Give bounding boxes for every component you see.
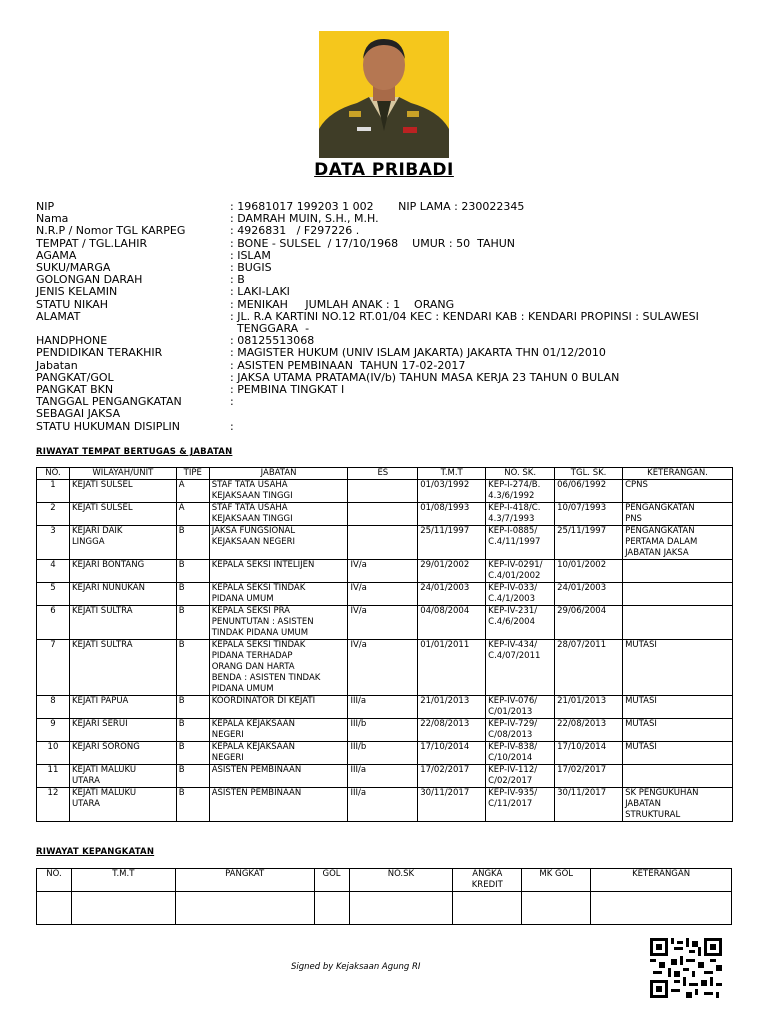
info-label: HANDPHONE [36,334,108,348]
table-cell: KEJATI MALUKU UTARA [69,788,176,822]
table-cell: KEPALA SEKSI PRA PENUNTUTAN : ASISTEN TINDAK PIDANA UMUM [209,606,348,640]
info-label: PANGKAT BKN [36,383,114,397]
column-header: KETERANGAN. [623,468,733,480]
table-row [37,560,733,583]
table-cell: KEJARI NUNUKAN [69,583,176,606]
info-label: Jabatan [36,358,78,372]
table-cell: KEPALA SEKSI TINDAK PIDANA UMUM [209,583,348,606]
table-row [37,696,733,719]
table-row [37,583,733,606]
table-cell: III/b [348,719,418,742]
table-cell: MUTASI [623,640,733,696]
table-header-row [37,869,732,892]
info-label: TEMPAT / TGL.LAHIR [36,236,148,250]
table-cell: KEP-IV-838/ C/10/2014 [486,742,555,765]
table-cell [623,606,733,640]
info-value: : BONE - SULSEL / 17/10/1968 UMUR : 50 TAHUN [230,236,516,250]
table-cell: III/a [348,788,418,822]
info-label: PENDIDIKAN TERAKHIR [36,346,163,360]
table-row [37,765,733,788]
table-cell: 01/08/1993 [418,503,486,526]
page-title: DATA PRIBADI [314,160,454,180]
signature-note: Signed by Kejaksaan Agung RI [291,962,421,972]
info-row [36,311,736,335]
table-cell: 2 [37,503,70,526]
table-cell: IV/a [348,583,418,606]
table-row-empty [37,892,732,925]
table-cell: B [176,696,209,719]
table-cell: 10 [37,742,70,765]
column-header: NO. [37,869,72,892]
table-cell: SK PENGUKUHAN JABATAN STRUKTURAL [623,788,733,822]
info-value: : LAKI-LAKI [230,285,290,299]
table-cell: KEJATI SULSEL [69,480,176,503]
column-header: MK GOL [522,869,591,892]
table-cell: ASISTEN PEMBINAAN [209,765,348,788]
info-label: ALAMAT [36,309,81,323]
table-cell: B [176,742,209,765]
table-cell: 17/02/2017 [418,765,486,788]
table-row [37,526,733,560]
info-value: : 19681017 199203 1 002 NIP LAMA : 230022345 [230,200,525,213]
info-label: TANGGAL PENGANGKATAN SEBAGAI JAKSA [36,395,182,421]
info-value: : ISLAM [230,248,271,262]
table-cell [623,765,733,788]
table-row [37,480,733,503]
info-row [36,238,736,250]
table-cell: KEP-IV-033/ C.4/1/2003 [486,583,555,606]
column-header: NO.SK [349,869,453,892]
table-cell: KEPALA SEKSI TINDAK PIDANA TERHADAP ORANG DAN HARTA BENDA : ASISTEN TINDAK PIDANA UMUM [209,640,348,696]
table-cell: KEPALA KEJAKSAAN NEGERI [209,742,348,765]
table-cell: A [176,480,209,503]
table-cell: KEP-IV-231/ C.4/6/2004 [486,606,555,640]
table-cell: B [176,719,209,742]
table-cell: 17/10/2014 [418,742,486,765]
table-cell: STAF TATA USAHA KEJAKSAAN TINGGI [209,503,348,526]
table-cell: KEPALA SEKSI INTELIJEN [209,560,348,583]
table-cell: 9 [37,719,70,742]
table-cell: B [176,583,209,606]
rank-history-table [36,868,732,925]
table-cell: KEJATI SULTRA [69,640,176,696]
table-cell: MUTASI [623,742,733,765]
info-row [36,421,736,433]
info-label: AGAMA [36,248,77,262]
column-header: JABATAN [209,468,348,480]
column-header: GOL [314,869,349,892]
table-row [37,742,733,765]
column-header: NO. SK. [486,468,555,480]
column-header: ES [348,468,418,480]
table-cell: JAKSA FUNGSIONAL KEJAKSAAN NEGERI [209,526,348,560]
table-cell: KEPALA KEJAKSAAN NEGERI [209,719,348,742]
table-cell [348,480,418,503]
table-cell: KEJATI SULSEL [69,503,176,526]
table-cell: III/b [348,742,418,765]
column-header: TGL. SK. [555,468,623,480]
table-header-row [37,468,733,480]
table-cell: 11 [37,765,70,788]
table-cell: III/a [348,696,418,719]
table-cell: 8 [37,696,70,719]
column-header: WILAYAH/UNIT [69,468,176,480]
info-label: PANGKAT/GOL [36,370,114,384]
info-label: NIP [36,200,55,213]
table-cell: KEP-I-0885/ C.4/11/1997 [486,526,555,560]
column-header: TIPE [176,468,209,480]
table-cell: B [176,606,209,640]
table-cell: KEJATI PAPUA [69,696,176,719]
info-row [36,250,736,262]
table-cell: 5 [37,583,70,606]
table-cell: 10/07/1993 [555,503,623,526]
table-cell: 17/02/2017 [555,765,623,788]
table-cell: 25/11/1997 [555,526,623,560]
table-cell: KEJARI SERUI [69,719,176,742]
table-cell: 7 [37,640,70,696]
table-cell: 10/01/2002 [555,560,623,583]
table-row [37,606,733,640]
table-cell: ASISTEN PEMBINAAN [209,788,348,822]
table-cell: 4 [37,560,70,583]
table-cell: IV/a [348,606,418,640]
table-cell: B [176,526,209,560]
table-cell: KEP-IV-729/ C/08/2013 [486,719,555,742]
table-cell [623,583,733,606]
table-cell [348,503,418,526]
table-cell: 24/01/2003 [418,583,486,606]
table-cell: IV/a [348,560,418,583]
qr-code-icon [650,938,722,998]
table-cell: 6 [37,606,70,640]
column-header: ANGKA KREDIT [453,869,522,892]
table-cell: KEJATI SULTRA [69,606,176,640]
table-cell [348,526,418,560]
info-value: : JL. R.A KARTINI NO.12 RT.01/04 KEC : KENDARI KAB : KENDARI PROPINSI : SULAWESI TENGGARA - [230,309,699,336]
table-row [37,719,733,742]
info-label: N.R.P / Nomor TGL KARPEG [36,224,186,238]
table-cell: PENGANGKATAN PERTAMA DALAM JABATAN JAKSA [623,526,733,560]
table-cell [623,560,733,583]
info-row [36,286,736,298]
column-header: T.M.T [418,468,486,480]
info-value: : MENIKAH JUMLAH ANAK : 1 ORANG [230,297,455,311]
info-value: : [230,395,234,409]
info-value: : 4926831 / F297226 . [230,224,360,238]
table-row [37,503,733,526]
info-label: STATU HUKUMAN DISIPLIN [36,419,180,433]
table-cell: 29/01/2002 [418,560,486,583]
table-cell: STAF TATA USAHA KEJAKSAAN TINGGI [209,480,348,503]
table-cell: B [176,765,209,788]
person-portrait-icon [319,31,449,158]
info-value: : [230,419,234,433]
table-cell: 06/06/1992 [555,480,623,503]
table-cell: 22/08/2013 [418,719,486,742]
table-cell: KEP-IV-112/ C/02/2017 [486,765,555,788]
column-header: PANGKAT [175,869,314,892]
table-cell: KEP-IV-0291/ C.4/01/2002 [486,560,555,583]
column-header: T.M.T [71,869,175,892]
info-value: : B [230,273,245,287]
table-cell: MUTASI [623,696,733,719]
table-row [37,788,733,822]
table-cell: 01/03/1992 [418,480,486,503]
table-cell: 22/08/2013 [555,719,623,742]
table-cell: 01/01/2011 [418,640,486,696]
table-cell: 24/01/2003 [555,583,623,606]
table-cell: MUTASI [623,719,733,742]
info-row [36,360,736,372]
table-cell: KEJARI DAIK LINGGA [69,526,176,560]
personal-info [36,201,736,433]
info-label: Nama [36,212,69,226]
info-value: : JAKSA UTAMA PRATAMA(IV/b) TAHUN MASA KERJA 23 TAHUN 0 BULAN [230,370,620,384]
table-cell: 17/10/2014 [555,742,623,765]
table-cell: 21/01/2013 [555,696,623,719]
table-cell: 12 [37,788,70,822]
info-label: SUKU/MARGA [36,261,111,275]
table-row [37,640,733,696]
table-cell: 25/11/1997 [418,526,486,560]
info-row [36,299,736,311]
info-row [36,274,736,286]
profile-photo [319,31,449,158]
info-value: : DAMRAH MUIN, S.H., M.H. [230,212,379,226]
info-value: : ASISTEN PEMBINAAN TAHUN 17-02-2017 [230,358,466,372]
table-cell: B [176,788,209,822]
table-cell: 3 [37,526,70,560]
info-label: GOLONGAN DARAH [36,273,143,287]
info-value: : 08125513068 [230,334,315,348]
table-cell: 1 [37,480,70,503]
table-cell: KEP-I-274/B. 4.3/6/1992 [486,480,555,503]
table-cell: 28/07/2011 [555,640,623,696]
info-value: : MAGISTER HUKUM (UNIV ISLAM JAKARTA) JAKARTA THN 01/12/2010 [230,346,606,360]
table-cell: KEJARI BONTANG [69,560,176,583]
table-cell: KEP-IV-935/ C/11/2017 [486,788,555,822]
table-cell: A [176,503,209,526]
info-label: JENIS KELAMIN [36,285,118,299]
work-history-table [36,467,733,822]
table-cell: KEJATI MALUKU UTARA [69,765,176,788]
table-cell: 29/06/2004 [555,606,623,640]
table-cell: B [176,560,209,583]
info-label: STATU NIKAH [36,297,109,311]
column-header: KETERANGAN [591,869,732,892]
table-cell: 30/11/2017 [555,788,623,822]
table-cell: KEP-I-418/C. 4.3/7/1993 [486,503,555,526]
section-title-rank-history: RIWAYAT KEPANGKATAN [36,847,155,857]
table-cell: KOORDINATOR DI KEJATI [209,696,348,719]
info-row [36,347,736,359]
table-cell: B [176,640,209,696]
table-cell: CPNS [623,480,733,503]
info-row [36,201,736,213]
table-cell: KEP-IV-434/ C.4/07/2011 [486,640,555,696]
table-cell: KEP-IV-076/ C/01/2013 [486,696,555,719]
info-row [36,225,736,237]
table-cell: KEJARI SORONG [69,742,176,765]
info-row [36,372,736,384]
info-value: : PEMBINA TINGKAT I [230,383,345,397]
info-value: : BUGIS [230,261,272,275]
table-cell: 21/01/2013 [418,696,486,719]
table-cell: III/a [348,765,418,788]
section-title-work-history: RIWAYAT TEMPAT BERTUGAS & JABATAN [36,447,233,457]
table-cell: IV/a [348,640,418,696]
column-header: NO. [37,468,70,480]
table-cell: 30/11/2017 [418,788,486,822]
info-row [36,396,736,420]
table-cell: 04/08/2004 [418,606,486,640]
table-cell: PENGANGKATAN PNS [623,503,733,526]
